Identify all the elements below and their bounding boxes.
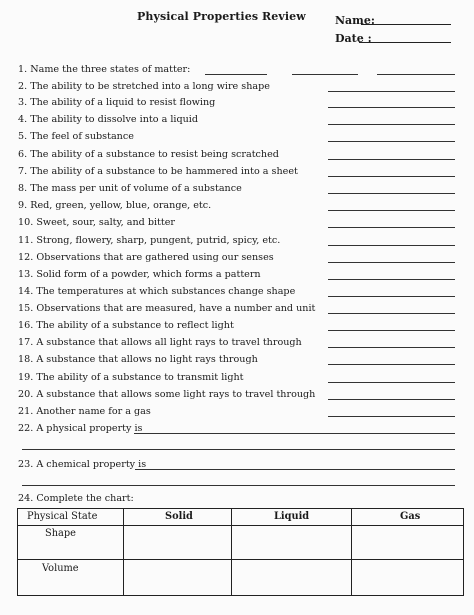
question-10 (18, 217, 175, 229)
answer-blank-22a[interactable] (134, 433, 455, 434)
chart-cell-solid-shape[interactable] (125, 527, 229, 557)
answer-blank-11[interactable] (328, 245, 455, 246)
question-number: 18. (18, 354, 34, 365)
chart-cell-gas-shape[interactable] (353, 527, 461, 557)
question-text: A chemical property is (36, 459, 147, 470)
question-17 (18, 337, 302, 349)
question-text: A physical property is (36, 423, 143, 434)
question-23 (18, 459, 146, 471)
question-9 (18, 200, 211, 212)
question-7 (18, 166, 298, 178)
question-text: The ability of a substance to transmit light (36, 372, 244, 383)
answer-blank-3[interactable] (328, 107, 455, 108)
answer-blank-18[interactable] (328, 364, 455, 365)
question-number: 15. (18, 303, 34, 314)
question-text: The ability to be stretched into a long wire shape (30, 81, 270, 92)
question-number: 17. (18, 337, 34, 348)
name-field[interactable] (361, 24, 451, 25)
question-13 (18, 269, 261, 281)
question-14 (18, 286, 295, 298)
question-5 (18, 131, 134, 143)
chart-divider (18, 525, 463, 526)
chart-divider (123, 509, 124, 595)
chart-divider (351, 509, 352, 595)
question-19 (18, 372, 244, 384)
chart-header-solid: Solid (165, 511, 193, 522)
answer-blank-1a[interactable] (205, 74, 267, 75)
question-11 (18, 235, 280, 247)
question-text: The ability of a liquid to resist flowing (30, 97, 216, 108)
page-title: Physical Properties Review (137, 10, 306, 23)
question-text: A substance that allows all light rays to travel through (36, 337, 302, 348)
question-number: 19. (18, 372, 34, 383)
question-number: 6. (18, 149, 28, 160)
answer-blank-2[interactable] (328, 91, 455, 92)
question-text: The mass per unit of volume of a substance (30, 183, 242, 194)
question-number: 22. (18, 423, 34, 434)
question-text: Observations that are gathered using our senses (36, 252, 274, 263)
question-number: 12. (18, 252, 34, 263)
question-number: 8. (18, 183, 28, 194)
question-text: The feel of substance (30, 131, 134, 142)
answer-blank-12[interactable] (328, 262, 455, 263)
answer-blank-6[interactable] (328, 159, 455, 160)
question-text: Observations that are measured, have a number and unit (36, 303, 316, 314)
answer-blank-4[interactable] (328, 124, 455, 125)
chart-row-volume: Volume (42, 563, 79, 574)
question-12 (18, 252, 274, 264)
question-number: 2. (18, 81, 28, 92)
question-text: The ability of a substance to resist being scratched (30, 149, 279, 160)
answer-blank-23b[interactable] (22, 485, 455, 486)
answer-blank-8[interactable] (328, 193, 455, 194)
question-number: 21. (18, 406, 34, 417)
question-text: Complete the chart: (36, 493, 134, 504)
answer-blank-9[interactable] (328, 210, 455, 211)
question-number: 11. (18, 235, 34, 246)
question-text: The ability to dissolve into a liquid (30, 114, 199, 125)
chart-header-gas: Gas (400, 511, 421, 522)
question-text: A substance that allows some light rays to travel through (36, 389, 316, 400)
chart-header-physical-state: Physical State (27, 511, 98, 522)
question-16 (18, 320, 234, 332)
question-number: 20. (18, 389, 34, 400)
answer-blank-17[interactable] (328, 347, 455, 348)
answer-blank-15[interactable] (328, 313, 455, 314)
question-text: Red, green, yellow, blue, orange, etc. (30, 200, 212, 211)
chart-divider (231, 509, 232, 595)
answer-blank-13[interactable] (328, 279, 455, 280)
question-text: Solid form of a powder, which forms a pattern (36, 269, 261, 280)
question-6 (18, 149, 279, 161)
answer-blank-7[interactable] (328, 176, 455, 177)
name-label: Name: (335, 14, 375, 27)
question-15 (18, 303, 315, 315)
answer-blank-14[interactable] (328, 296, 455, 297)
question-number: 13. (18, 269, 34, 280)
question-text: A substance that allows no light rays through (36, 354, 258, 365)
question-text: The ability of a substance to reflect light (36, 320, 234, 331)
chart-cell-liquid-shape[interactable] (233, 527, 349, 557)
question-1 (18, 64, 190, 76)
question-22 (18, 423, 142, 435)
question-number: 3. (18, 97, 28, 108)
question-number: 4. (18, 114, 28, 125)
answer-blank-23a[interactable] (135, 469, 455, 470)
question-number: 1. (18, 64, 28, 75)
chart-row-shape: Shape (45, 528, 76, 539)
chart-cell-gas-volume[interactable] (353, 561, 461, 594)
question-18 (18, 354, 258, 366)
question-number: 23. (18, 459, 34, 470)
question-number: 14. (18, 286, 34, 297)
chart-cell-liquid-volume[interactable] (233, 561, 349, 594)
question-number: 9. (18, 200, 28, 211)
question-20 (18, 389, 315, 401)
chart-cell-solid-volume[interactable] (125, 561, 229, 594)
question-text: Sweet, sour, salty, and bitter (36, 217, 176, 228)
question-text: Name the three states of matter: (30, 64, 191, 75)
chart-header-liquid: Liquid (274, 511, 310, 522)
question-2 (18, 81, 270, 93)
question-8 (18, 183, 242, 195)
answer-blank-22b[interactable] (22, 449, 455, 450)
question-number: 5. (18, 131, 28, 142)
question-number: 16. (18, 320, 34, 331)
date-field[interactable] (359, 42, 451, 43)
question-text: Strong, flowery, sharp, pungent, putrid, spicy, etc. (36, 235, 281, 246)
answer-blank-19[interactable] (328, 382, 455, 383)
answer-blank-1c[interactable] (377, 74, 455, 75)
question-number: 7. (18, 166, 28, 177)
question-text: Another name for a gas (36, 406, 151, 417)
question-3 (18, 97, 215, 109)
question-number: 24. (18, 493, 34, 504)
question-21 (18, 406, 151, 418)
answer-blank-20[interactable] (328, 399, 455, 400)
question-24 (18, 493, 134, 505)
question-number: 10. (18, 217, 34, 228)
answer-blank-5[interactable] (328, 141, 455, 142)
answer-blank-21[interactable] (328, 416, 455, 417)
answer-blank-1b[interactable] (292, 74, 358, 75)
answer-blank-10[interactable] (328, 227, 455, 228)
question-text: The temperatures at which substances change shape (36, 286, 296, 297)
question-text: The ability of a substance to be hammered into a sheet (30, 166, 298, 177)
properties-chart (17, 508, 464, 596)
question-4 (18, 114, 198, 126)
answer-blank-16[interactable] (328, 330, 455, 331)
chart-divider (18, 559, 463, 560)
date-label: Date : (335, 32, 372, 45)
